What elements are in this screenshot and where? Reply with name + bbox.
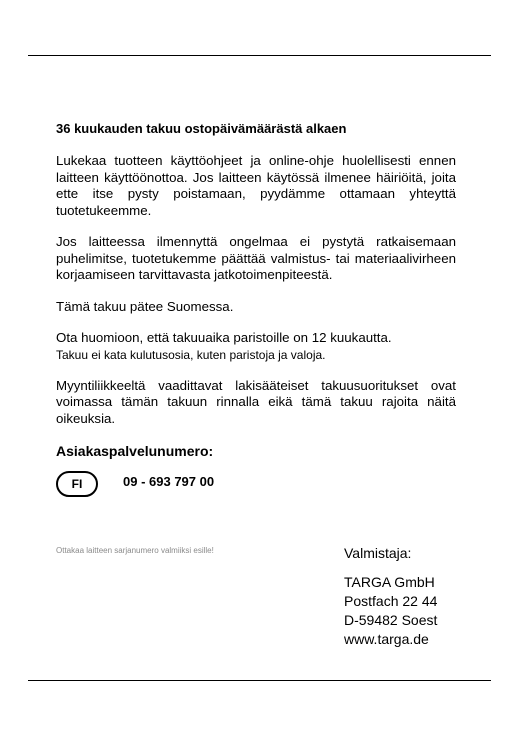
battery-block <box>56 330 456 363</box>
manufacturer-address-line1: Postfach 22 44 <box>344 593 438 609</box>
paragraph-statutory-rights: Myyntiliikkeeltä vaadittavat lakisääteiset takuusuoritukset ovat voimassa tämän takuun rinnalla eikä tämä takuu rajoita näitä oikeuksia. <box>56 377 456 426</box>
support-phone-row <box>56 468 456 502</box>
warranty-heading: 36 kuukauden takuu ostopäivämäärästä alkaen <box>56 121 347 136</box>
support-heading: Asiakaspalvelunumero: <box>56 443 214 459</box>
warranty-content <box>56 120 456 502</box>
manufacturer-label: Valmistaja: <box>344 545 412 561</box>
paragraph-phone-support: Jos laitteessa ilmennyttä ongelmaa ei pystytä ratkaisemaan puhelimitse, tuotetukemme päättää valmistus- tai materiaalivirheen korjaamiseen tarvittavasta jatkotoimenpiteestä. <box>56 234 456 282</box>
paragraph-region: Tämä takuu pätee Suomessa. <box>56 298 234 314</box>
serial-number-note: Ottakaa laitteen sarjanumero valmiiksi esille! <box>56 546 214 555</box>
manufacturer-name: TARGA GmbH <box>344 574 435 590</box>
manufacturer-website: www.targa.de <box>344 631 429 647</box>
paragraph-instructions: Lukekaa tuotteen käyttöohjeet ja online-ohje huolellisesti ennen laitteen käyttöönottoa. Jos laitteen käytössä ilmenee häiriöitä, joita ette itse pysty poistamaan, pyydämme ottamaan yhteyttä tuotetukeemme. <box>56 153 456 218</box>
manufacturer-address-line2: D-59482 Soest <box>344 612 438 628</box>
paragraph-consumables: Takuu ei kata kulutusosia, kuten paristoja ja valoja. <box>56 347 326 362</box>
top-divider <box>28 55 491 56</box>
bottom-divider <box>28 680 491 681</box>
manufacturer-block <box>344 544 494 649</box>
country-badge: FI <box>56 471 98 497</box>
paragraph-battery-warranty: Ota huomioon, että takuuaika paristoille on 12 kuukautta. <box>56 330 392 345</box>
support-phone-number: 09 - 693 797 00 <box>123 474 215 489</box>
